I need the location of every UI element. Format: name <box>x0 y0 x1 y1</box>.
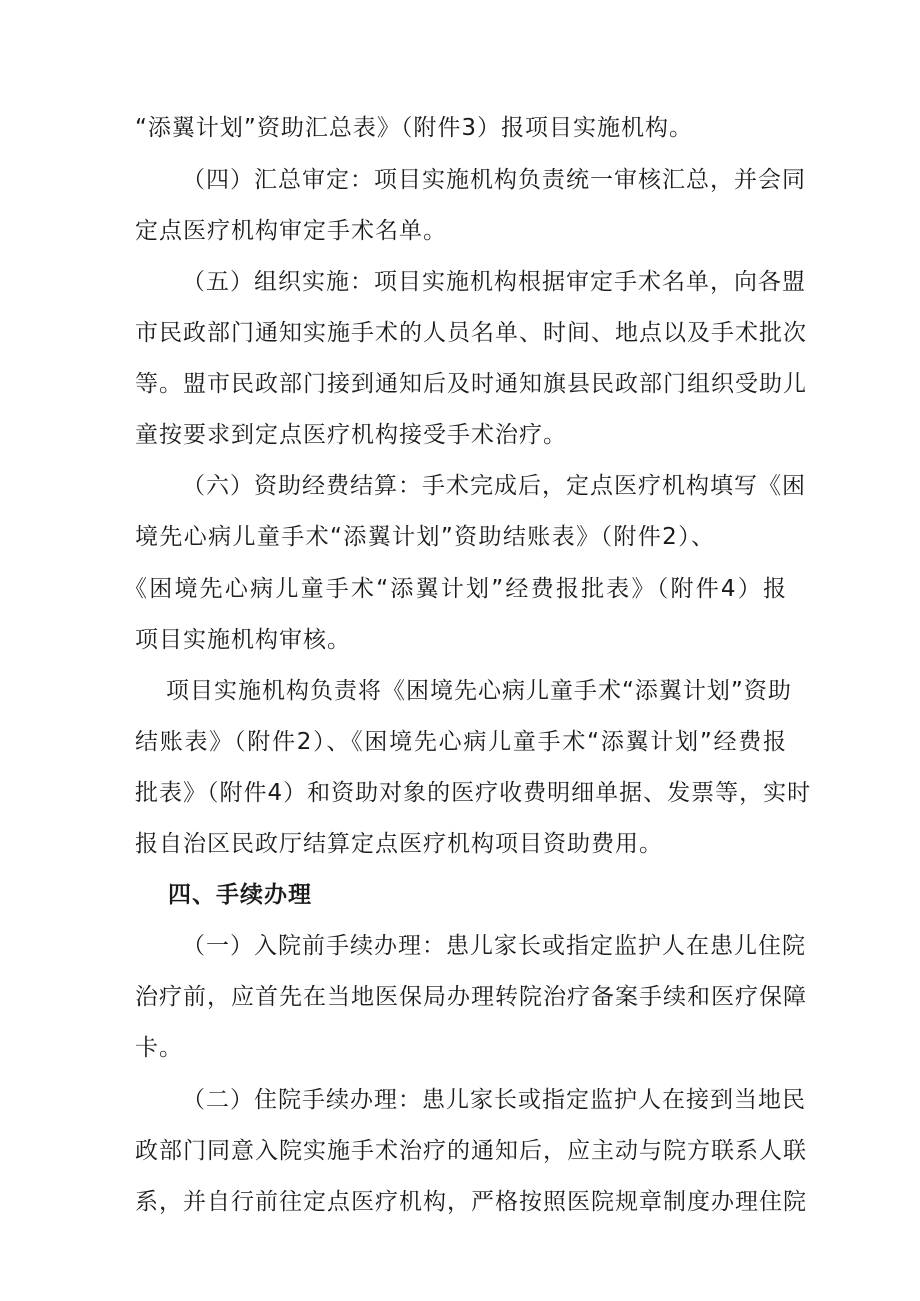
paragraph-4-line-1: （四）汇总审定：项目实施机构负责统一审核汇总，并会同 <box>182 167 806 193</box>
paragraph-6-line-2: 境先心病儿童手术“添翼计划”资助结账表》（附件2）、 <box>135 524 715 550</box>
section-heading: 四、手续办理 <box>168 882 312 908</box>
procedure-2-line-2: 政部门同意入院实施手术治疗的通知后，应主动与院方联系人联 <box>135 1138 807 1164</box>
paragraph-5-line-1: （五）组织实施：项目实施机构根据审定手术名单，向各盟 <box>182 269 806 295</box>
paragraph-4-line-2: 定点医疗机构审定手术名单。 <box>135 218 447 244</box>
procedure-2-line-3: 系，并自行前往定点医疗机构，严格按照医院规章制度办理住院 <box>135 1189 807 1215</box>
paragraph-3-line-end: “添翼计划”资助汇总表》（附件3）报项目实施机构。 <box>135 115 693 141</box>
procedure-2-line-1: （二）住院手续办理：患儿家长或指定监护人在接到当地民 <box>182 1087 806 1113</box>
paragraph-5-line-4: 童按要求到定点医疗机构接受手术治疗。 <box>135 422 567 448</box>
paragraph-7-line-1: 项目实施机构负责将《困境先心病儿童手术“添翼计划”资助 <box>166 678 792 704</box>
paragraph-7-line-2: 结账表》（附件2）、《困境先心病儿童手术“添翼计划”经费报 <box>135 729 787 755</box>
paragraph-6-line-3: 《困境先心病儿童手术“添翼计划”经费报批表》（附件4）报 <box>124 576 787 602</box>
procedure-1-line-1: （一）入院前手续办理：患儿家长或指定监护人在患儿住院 <box>182 933 806 959</box>
paragraph-5-line-3: 等。盟市民政部门接到通知后及时通知旗县民政部门组织受助儿 <box>135 371 807 397</box>
procedure-1-line-3: 卡。 <box>135 1035 183 1061</box>
procedure-1-line-2: 治疗前，应首先在当地医保局办理转院治疗备案手续和医疗保障 <box>135 984 807 1010</box>
paragraph-7-line-4: 报自治区民政厅结算定点医疗机构项目资助费用。 <box>135 831 663 857</box>
paragraph-7-line-3: 批表》（附件4）和资助对象的医疗收费明细单据、发票等，实时 <box>135 780 812 806</box>
paragraph-6-line-4: 项目实施机构审核。 <box>135 627 351 653</box>
paragraph-6-line-1: （六）资助经费结算：手术完成后，定点医疗机构填写《困 <box>182 473 806 499</box>
paragraph-5-line-2: 市民政部门通知实施手术的人员名单、时间、地点以及手术批次 <box>135 320 807 346</box>
